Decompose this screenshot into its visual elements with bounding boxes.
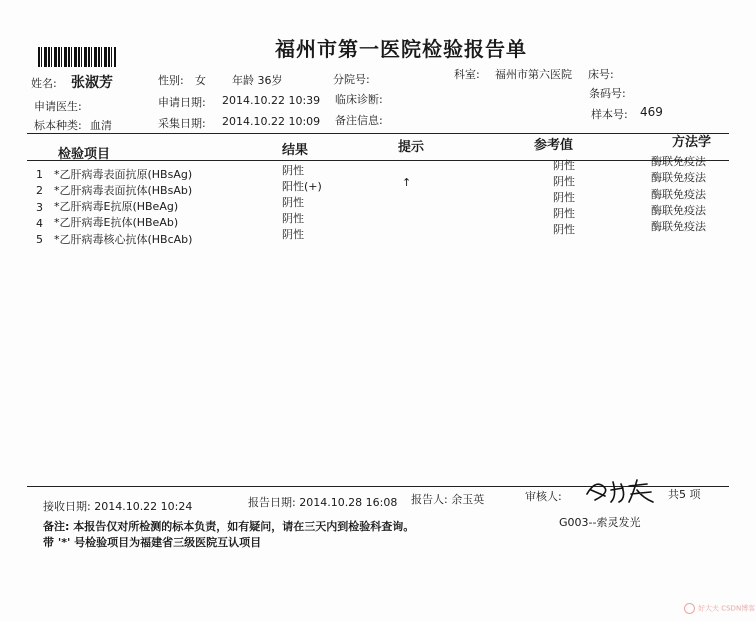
mutual-recognition-note: 带 '*' 号检验项目为福建省三级医院互认项目: [43, 536, 262, 549]
receive-date: 接收日期: 2014.10.22 10:24: [43, 500, 193, 513]
header-flag: 提示: [398, 140, 425, 155]
row-2-method: 酶联免疫法: [651, 171, 706, 184]
row-4-reference: 阴性: [553, 207, 575, 220]
gender-label: 性别:: [158, 74, 184, 87]
row-2-reference: 阴性: [553, 175, 575, 188]
header-item: 检验项目: [58, 147, 111, 162]
row-1-item: *乙肝病毒表面抗原(HBsAg): [54, 168, 193, 181]
footer-note: 备注: 本报告仅对所检测的标本负责，如有疑问，请在三天内到检验科查询。: [43, 520, 415, 533]
bed-label: 床号:: [588, 68, 614, 81]
dept-label: 科室:: [454, 68, 480, 81]
row-2-no: 2: [36, 184, 43, 197]
reviewer-label: 审核人:: [525, 490, 562, 503]
reviewer-code: G003--索灵发光: [559, 516, 641, 529]
patient-name: 张淑芳: [71, 75, 113, 91]
watermark-logo-icon: [684, 603, 695, 614]
row-5-result: 阴性: [282, 228, 304, 241]
header-method: 方法学: [672, 135, 712, 150]
report-title: 福州市第一医院检验报告单: [275, 37, 527, 61]
diagnosis-label: 临床诊断:: [335, 93, 383, 106]
row-3-item: *乙肝病毒E抗原(HBeAg): [54, 200, 179, 213]
row-1-method: 酶联免疫法: [651, 155, 706, 168]
collect-date-value: 2014.10.22 10:09: [222, 115, 321, 128]
header-result: 结果: [282, 143, 309, 158]
apply-date-label: 申请日期:: [158, 96, 206, 109]
row-4-method: 酶联免疫法: [651, 204, 706, 217]
watermark-text: 好大夫 CSDN博客: [698, 604, 756, 613]
row-5-no: 5: [36, 233, 43, 246]
row-5-method: 酶联免疫法: [651, 220, 706, 233]
barcode-image: [38, 47, 116, 67]
row-3-method: 酶联免疫法: [651, 188, 706, 201]
apply-date-value: 2014.10.22 10:39: [222, 94, 321, 107]
sample-label: 样本号:: [591, 108, 628, 121]
row-2-item: *乙肝病毒表面抗体(HBsAb): [54, 184, 193, 197]
header-reference: 参考值: [534, 138, 574, 153]
doctor-label: 申请医生:: [34, 100, 82, 113]
name-label: 姓名:: [31, 77, 57, 90]
row-4-item: *乙肝病毒E抗体(HBeAb): [54, 216, 179, 229]
table-header-rule: [27, 160, 729, 161]
branch-label: 分院号:: [333, 73, 370, 86]
dept-value: 福州市第六医院: [495, 68, 572, 81]
specimen-label: 标本种类:: [34, 119, 82, 132]
row-4-no: 4: [36, 217, 43, 230]
sample-no: 469: [640, 105, 663, 119]
row-1-no: 1: [36, 168, 43, 181]
row-5-item: *乙肝病毒核心抗体(HBcAb): [54, 233, 193, 246]
row-4-result: 阴性: [282, 212, 304, 225]
barcode-no-label: 条码号:: [589, 87, 626, 100]
report-date: 报告日期: 2014.10.28 16:08: [248, 496, 398, 509]
remarks-label: 备注信息:: [335, 114, 383, 127]
row-3-result: 阴性: [282, 196, 304, 209]
watermark: [684, 603, 755, 614]
table-top-rule: [27, 133, 729, 134]
row-5-reference: 阴性: [553, 223, 575, 236]
reviewer-signature: [583, 476, 663, 506]
age-value: 年龄 36岁: [232, 74, 283, 87]
row-3-no: 3: [36, 201, 43, 214]
specimen-value: 血清: [90, 119, 112, 132]
gender-value: 女: [195, 74, 206, 87]
row-3-reference: 阴性: [553, 191, 575, 204]
row-2-result: 阳性(+): [282, 180, 322, 193]
row-1-reference: 阴性: [553, 159, 575, 172]
row-2-flag-up-arrow: ↑: [402, 176, 412, 189]
total-items: 共5 项: [668, 488, 701, 501]
reporter: 报告人: 余玉英: [411, 493, 485, 506]
collect-date-label: 采集日期:: [158, 117, 206, 130]
row-1-result: 阴性: [282, 164, 304, 177]
